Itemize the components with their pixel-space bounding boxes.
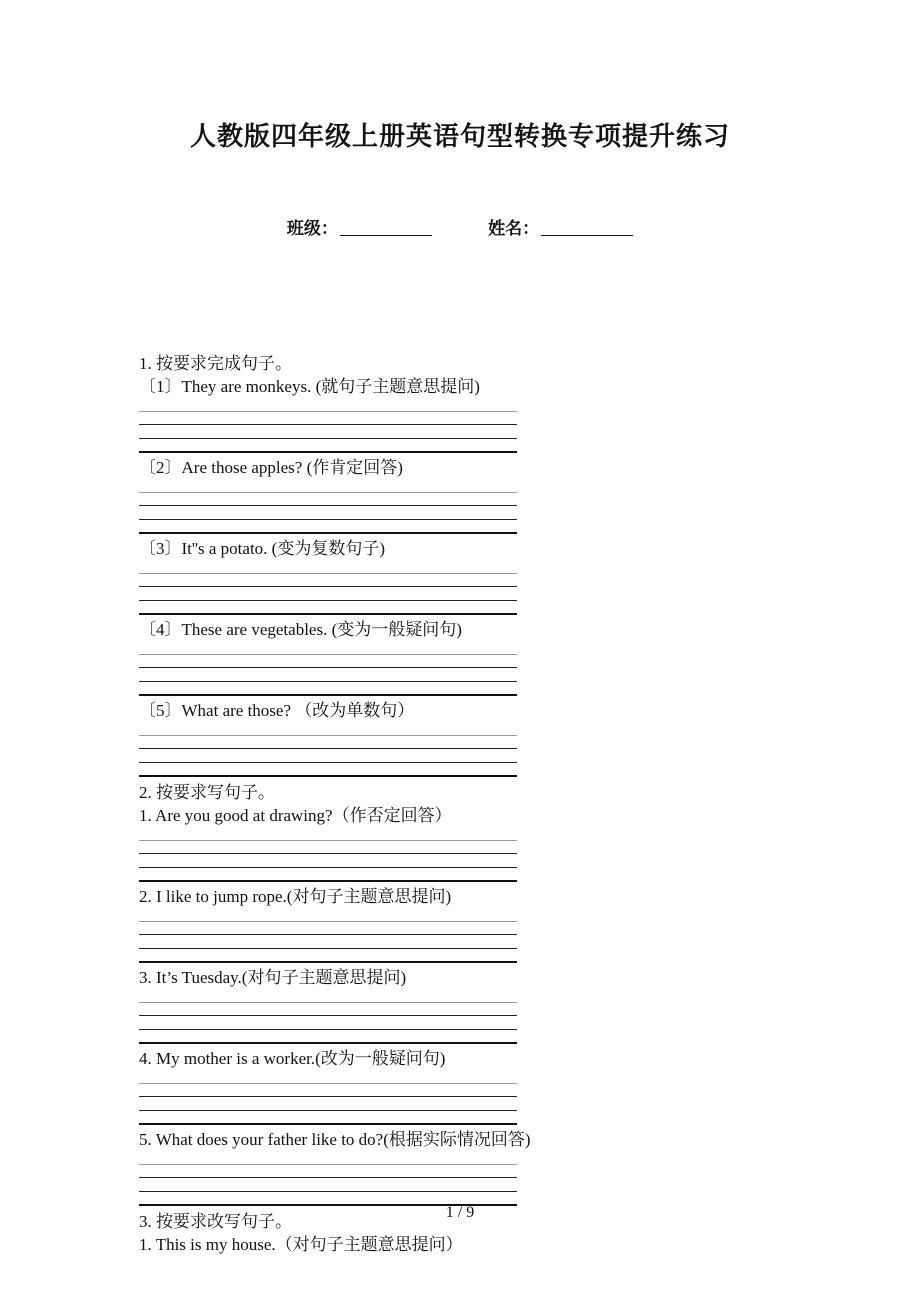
answer-lines[interactable]	[139, 908, 517, 963]
exercise-content	[139, 352, 579, 1256]
exercise-item	[139, 886, 579, 963]
exercise-item	[139, 1129, 579, 1206]
page-number: 1 / 9	[445, 1204, 475, 1221]
exercise-prompt: 1. This is my house.（对句子主题意思提问）	[139, 1235, 463, 1254]
class-blank[interactable]	[340, 221, 432, 236]
exercise-item	[139, 376, 579, 453]
answer-lines[interactable]	[139, 1070, 517, 1125]
exercise-item	[139, 1048, 579, 1125]
exercise-prompt: 〔5〕What are those? （改为单数句）	[139, 701, 415, 720]
section-heading: 2. 按要求写句子。	[139, 783, 275, 802]
answer-lines[interactable]	[139, 641, 517, 696]
class-field	[287, 214, 432, 239]
exercise-item	[139, 1234, 579, 1256]
page-title: 人教版四年级上册英语句型转换专项提升练习	[189, 122, 730, 151]
section-1	[139, 352, 579, 777]
answer-lines[interactable]	[139, 398, 517, 453]
exercise-item	[139, 967, 579, 1044]
answer-lines[interactable]	[139, 827, 517, 882]
exercise-prompt: 4. My mother is a worker.(改为一般疑问句)	[139, 1049, 446, 1068]
class-label: 班级：	[286, 219, 338, 238]
exercise-prompt: 〔1〕They are monkeys. (就句子主题意思提问)	[139, 377, 480, 396]
section-heading: 3. 按要求改写句子。	[139, 1212, 292, 1231]
exercise-prompt: 2. I like to jump rope.(对句子主题意思提问)	[139, 887, 452, 906]
section-2	[139, 781, 579, 1206]
answer-lines[interactable]	[139, 722, 517, 777]
section-heading: 1. 按要求完成句子。	[139, 354, 292, 373]
exercise-item	[139, 619, 579, 696]
exercise-prompt: 5. What does your father like to do?(根据实际情况回答)	[139, 1130, 531, 1149]
exercise-prompt: 1. Are you good at drawing?（作否定回答）	[139, 806, 452, 825]
exercise-prompt: 〔2〕Are those apples? (作肯定回答)	[139, 458, 403, 477]
student-info	[0, 214, 920, 239]
name-blank[interactable]	[541, 221, 633, 236]
answer-lines[interactable]	[139, 1151, 517, 1206]
answer-lines[interactable]	[139, 479, 517, 534]
name-label: 姓名：	[488, 219, 540, 238]
exercise-prompt: 〔4〕These are vegetables. (变为一般疑问句)	[139, 620, 462, 639]
exercise-item	[139, 457, 579, 534]
name-field	[488, 214, 633, 239]
exercise-item	[139, 700, 579, 777]
exercise-prompt: 〔3〕It''s a potato. (变为复数句子)	[139, 539, 385, 558]
exercise-item	[139, 538, 579, 615]
answer-lines[interactable]	[139, 989, 517, 1044]
exercise-prompt: 3. It’s Tuesday.(对句子主题意思提问)	[139, 968, 407, 987]
exercise-item	[139, 805, 579, 882]
answer-lines[interactable]	[139, 560, 517, 615]
